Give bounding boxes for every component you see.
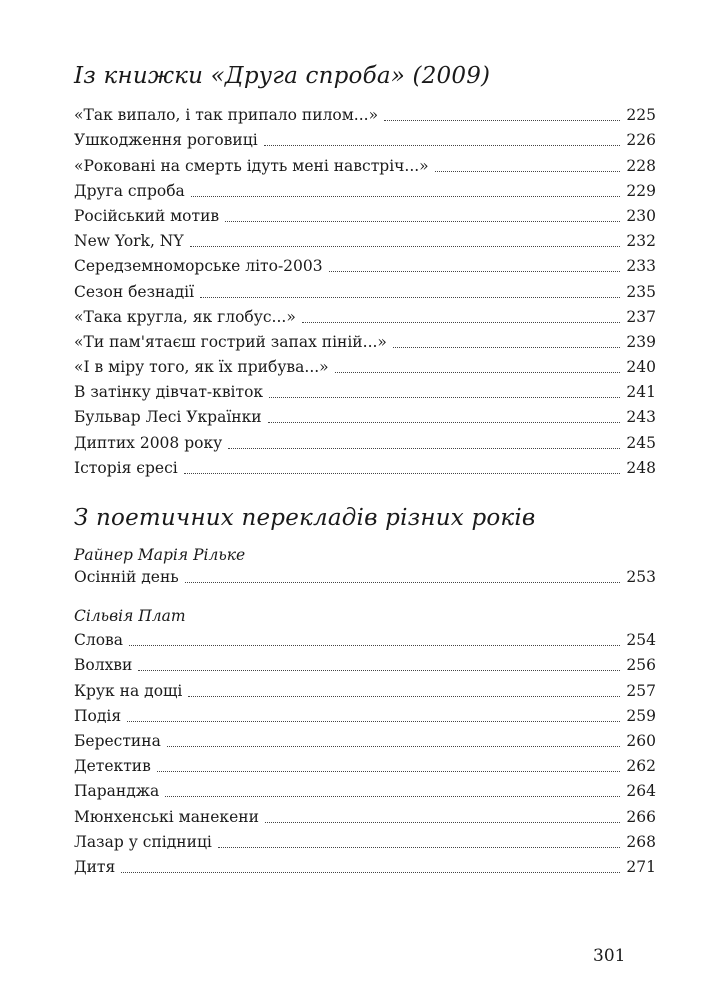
toc-entry-page: 253 <box>620 567 656 587</box>
toc-entry <box>74 125 656 150</box>
toc-entry-title: «Така кругла, як глобус...» <box>74 307 302 327</box>
author-name-rilke: Райнер Марія Рільке <box>74 546 246 564</box>
toc-dot-leader <box>335 371 621 373</box>
toc-dot-leader <box>129 644 620 646</box>
toc-entry-page: 254 <box>620 630 656 650</box>
toc-entry <box>74 176 656 201</box>
toc-entry-page: 243 <box>620 407 656 427</box>
toc-entry-page: 245 <box>620 433 656 453</box>
toc-dot-leader <box>200 296 620 298</box>
toc-dot-leader <box>264 144 621 146</box>
toc-dot-leader <box>435 170 621 172</box>
toc-entry-page: 264 <box>620 781 656 801</box>
toc-entry-title: Подія <box>74 706 127 726</box>
toc-entry <box>74 251 656 276</box>
toc-dot-leader <box>191 195 621 197</box>
toc-entry-title: Слова <box>74 630 129 650</box>
toc-entry-title: Дитя <box>74 857 121 877</box>
toc-dot-leader <box>228 447 620 449</box>
toc-entry-page: 233 <box>620 256 656 276</box>
toc-entry-title: Друга спроба <box>74 181 191 201</box>
toc-entry-title: В затінку дівчат-квіток <box>74 382 269 402</box>
toc-entry <box>74 402 656 427</box>
toc-dot-leader <box>167 745 621 747</box>
toc-dot-leader <box>188 695 620 697</box>
toc-entry-page: 268 <box>620 832 656 852</box>
toc-entry <box>74 276 656 301</box>
toc-entry-page: 226 <box>620 130 656 150</box>
toc-dot-leader <box>268 421 621 423</box>
toc-entry-title: Диптих 2008 року <box>74 433 228 453</box>
toc-dot-leader <box>138 669 620 671</box>
toc-entry-title: Паранджа <box>74 781 165 801</box>
toc-entry-page: 256 <box>620 655 656 675</box>
toc-entry-page: 229 <box>620 181 656 201</box>
toc-dot-leader <box>185 581 621 583</box>
toc-entry-title: Ушкодження роговиці <box>74 130 264 150</box>
toc-entry-title: Бульвар Лесі Українки <box>74 407 268 427</box>
toc-entry-title: Лазар у спідниці <box>74 832 218 852</box>
toc-dot-leader <box>329 270 621 272</box>
toc-entry-page: 257 <box>620 681 656 701</box>
toc-dot-leader <box>190 245 621 247</box>
toc-entry-title: Детектив <box>74 756 157 776</box>
toc-entry-page: 266 <box>620 807 656 827</box>
toc-entry-page: 237 <box>620 307 656 327</box>
toc-entry-title: Волхви <box>74 655 138 675</box>
toc-dot-leader <box>225 220 620 222</box>
toc-entry-title: Берестина <box>74 731 167 751</box>
toc-entry <box>74 827 656 852</box>
toc-entry-page: 260 <box>620 731 656 751</box>
toc-entry-title: «І в міру того, як їх прибува...» <box>74 357 335 377</box>
toc-entry <box>74 201 656 226</box>
toc-entry-title: «Роковані на смерть ідуть мені навстріч...» <box>74 156 435 176</box>
toc-entry <box>74 776 656 801</box>
toc-entry <box>74 427 656 452</box>
toc-entry <box>74 453 656 478</box>
toc-entry-title: Російський мотив <box>74 206 225 226</box>
toc-entry <box>74 302 656 327</box>
toc-entry-page: 262 <box>620 756 656 776</box>
toc-entry-page: 225 <box>620 105 656 125</box>
toc-entry-title: Сезон безнадії <box>74 282 200 302</box>
toc-list-rilke <box>74 562 656 587</box>
toc-entry <box>74 625 656 650</box>
toc-dot-leader <box>121 871 620 873</box>
toc-entry-title: Мюнхенські манекени <box>74 807 265 827</box>
toc-entry-title: Історія єресі <box>74 458 184 478</box>
toc-list-plath <box>74 625 656 877</box>
toc-dot-leader <box>184 472 621 474</box>
toc-dot-leader <box>393 346 621 348</box>
toc-entry-page: 259 <box>620 706 656 726</box>
toc-entry-page: 240 <box>620 357 656 377</box>
toc-entry <box>74 327 656 352</box>
toc-entry-page: 271 <box>620 857 656 877</box>
toc-entry <box>74 701 656 726</box>
toc-entry <box>74 852 656 877</box>
toc-dot-leader <box>165 795 620 797</box>
author-name-plath: Сільвія Плат <box>74 607 186 625</box>
toc-dot-leader <box>269 396 620 398</box>
toc-entry <box>74 675 656 700</box>
toc-entry <box>74 100 656 125</box>
toc-entry-title: Крук на дощі <box>74 681 188 701</box>
toc-entry-title: Осінній день <box>74 567 185 587</box>
toc-entry <box>74 352 656 377</box>
toc-entry <box>74 377 656 402</box>
toc-entry <box>74 562 656 587</box>
toc-list-druha-sproba <box>74 100 656 478</box>
toc-entry <box>74 650 656 675</box>
section-heading-translations: З поетичних перекладів різних років <box>74 505 536 531</box>
toc-entry-title: New York, NY <box>74 231 190 251</box>
toc-entry <box>74 226 656 251</box>
toc-entry-page: 241 <box>620 382 656 402</box>
toc-entry-title: «Так випало, і так припало пилом...» <box>74 105 384 125</box>
toc-dot-leader <box>302 321 621 323</box>
toc-dot-leader <box>218 846 621 848</box>
toc-entry <box>74 726 656 751</box>
toc-dot-leader <box>127 720 620 722</box>
toc-entry-title: «Ти пам'ятаєш гострий запах піній...» <box>74 332 393 352</box>
toc-entry-page: 230 <box>620 206 656 226</box>
toc-entry-page: 235 <box>620 282 656 302</box>
toc-entry-title: Середземноморське літо-2003 <box>74 256 329 276</box>
toc-entry <box>74 150 656 175</box>
page-number: 301 <box>593 946 626 966</box>
toc-entry-page: 228 <box>620 156 656 176</box>
toc-dot-leader <box>157 770 621 772</box>
toc-entry-page: 248 <box>620 458 656 478</box>
toc-entry-page: 239 <box>620 332 656 352</box>
toc-entry-page: 232 <box>620 231 656 251</box>
toc-dot-leader <box>384 119 620 121</box>
toc-entry <box>74 801 656 826</box>
toc-dot-leader <box>265 821 620 823</box>
toc-entry <box>74 751 656 776</box>
section-heading-druha-sproba: Із книжки «Друга спроба» (2009) <box>74 63 491 89</box>
